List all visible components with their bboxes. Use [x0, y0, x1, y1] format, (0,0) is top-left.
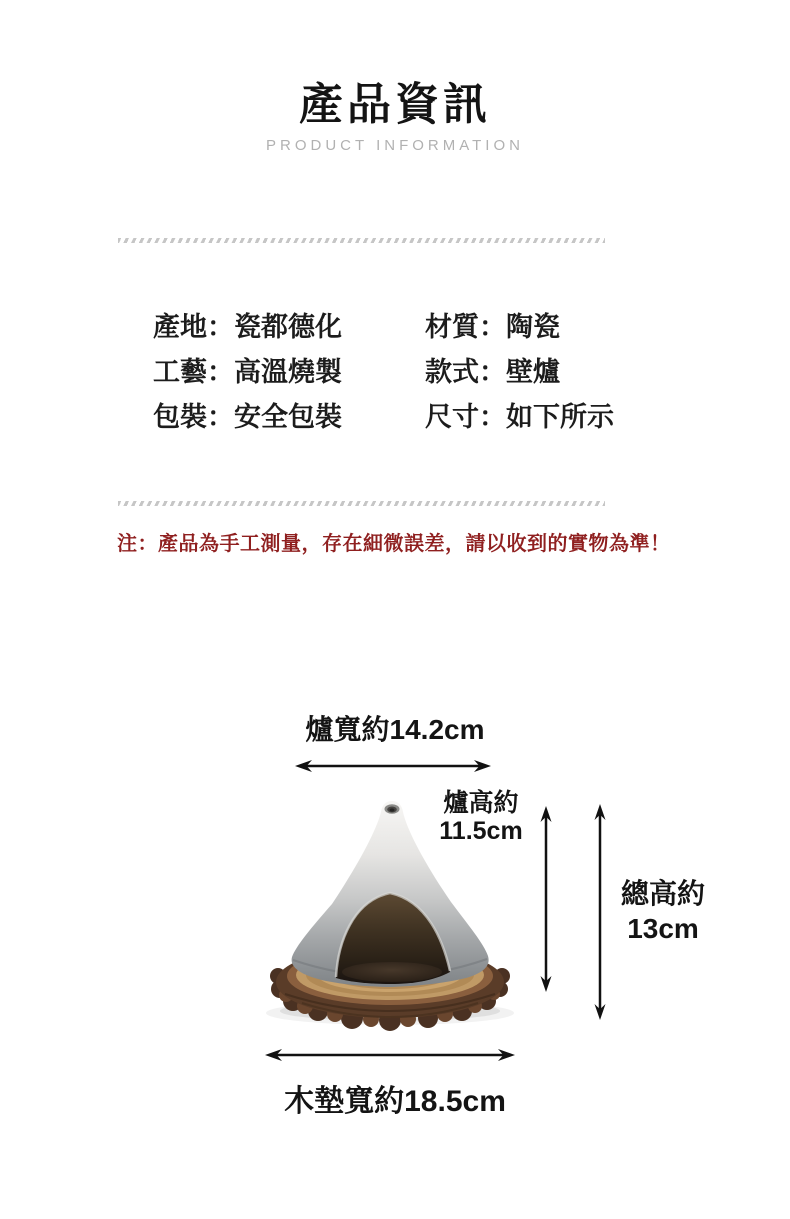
dashed-divider-bottom: [118, 501, 605, 506]
spec-origin: 產地：瓷都德化: [153, 312, 342, 342]
spec-table: [153, 302, 643, 437]
furnace-height-label-line1: 爐高約: [443, 789, 519, 817]
spec-size: 尺寸：如下所示: [425, 402, 614, 432]
total-height-label-line1: 總高約: [620, 878, 705, 909]
total-height-label-line2: 13cm: [627, 913, 699, 944]
page-title: 產品資訊: [299, 80, 491, 129]
spec-packaging: 包裝：安全包裝: [153, 402, 342, 432]
spec-craft: 工藝：高溫燒製: [153, 357, 342, 387]
furnace-width-label: 爐寬約14.2cm: [305, 714, 485, 745]
spec-style: 款式：壁爐: [425, 357, 560, 387]
furnace-height-arrow: [538, 803, 554, 995]
spec-material: 材質：陶瓷: [425, 312, 560, 342]
furnace-height-label-line2: 11.5cm: [439, 817, 523, 845]
dashed-divider-top: [118, 238, 605, 243]
base-width-arrow: [262, 1046, 518, 1064]
total-height-label: [612, 876, 714, 946]
base-width-label: 木墊寬約18.5cm: [284, 1085, 506, 1118]
furnace-height-label: [430, 789, 532, 845]
page-subtitle: PRODUCT INFORMATION: [266, 137, 524, 154]
measurement-note: 注：產品為手工測量，存在細微誤差，請以收到的實物為準！: [117, 533, 671, 555]
total-height-arrow: [592, 801, 608, 1023]
furnace-width-arrow: [292, 757, 494, 775]
